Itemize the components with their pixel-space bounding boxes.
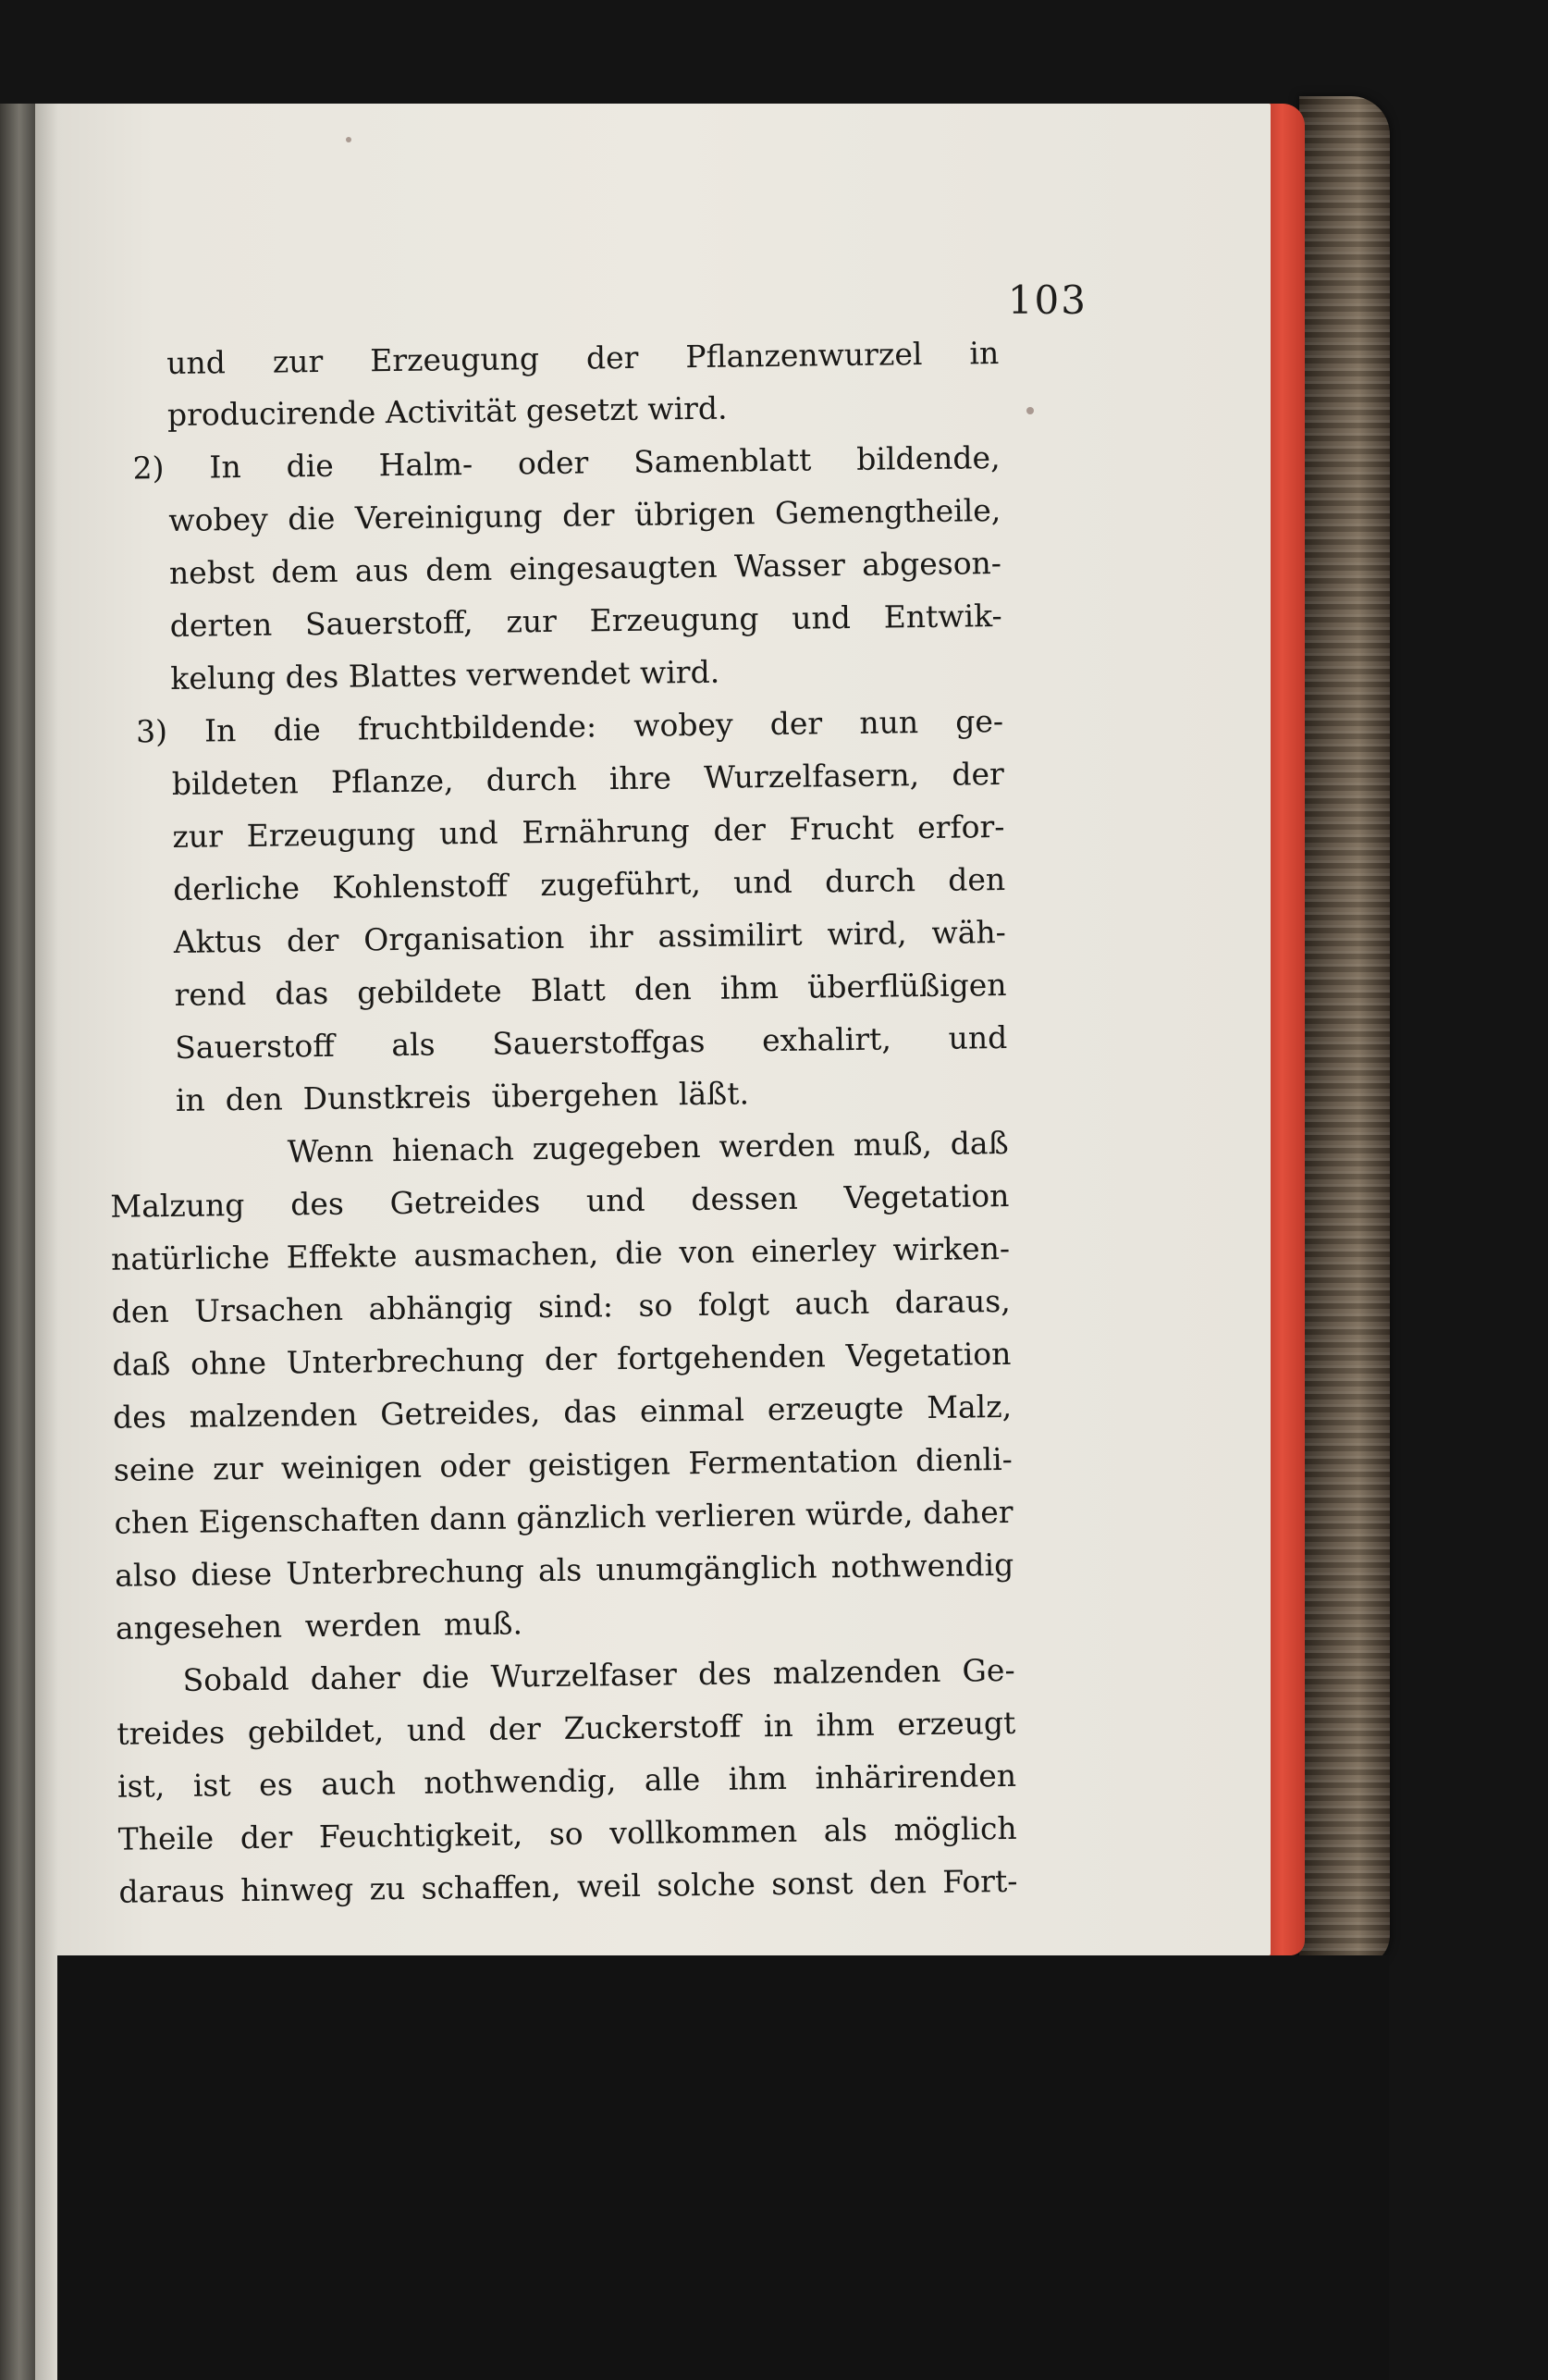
text-line: kelung des Blattes verwendet wird. bbox=[170, 653, 720, 697]
text-line: den Ursachen abhängig sind: so folgt auch daraus, bbox=[111, 1282, 1011, 1330]
text-block bbox=[110, 333, 1111, 1972]
text-line: derten Sauerstoff, zur Erzeugung und Entwik- bbox=[169, 597, 1002, 644]
text-line: Theile der Feuchtigkeit, so vollkommen als möglich bbox=[117, 1809, 1017, 1857]
text-line: daraus hinweg zu schaffen, weil solche sonst den Fort- bbox=[118, 1862, 1018, 1910]
text-line: Sauerstoff als Sauerstoffgas exhalirt, und bbox=[175, 1018, 1008, 1066]
paper-spot bbox=[346, 137, 351, 142]
text-line: nebst dem aus dem eingesaugten Wasser abgeson- bbox=[168, 544, 1002, 591]
book-cover-edge bbox=[1299, 96, 1390, 1967]
text-line: Sobald daher die Wurzelfaser des malzenden Ge- bbox=[182, 1651, 1015, 1698]
text-line: natürliche Effekte ausmachen, die von einerley wirken- bbox=[110, 1229, 1011, 1277]
page-number: 103 bbox=[1007, 277, 1087, 323]
text-line: ist, ist es auch nothwendig, alle ihm inhärirenden bbox=[117, 1757, 1017, 1805]
text-line: Wenn hienach zugegeben werden muß, daß bbox=[287, 1124, 1009, 1170]
text-line: in den Dunstkreis übergehen läßt. bbox=[175, 1075, 750, 1118]
text-line: also diese Unterbrechung als unumgänglich nothwendig bbox=[115, 1546, 1014, 1594]
text-line: des malzenden Getreides, das einmal erzeugte Malz, bbox=[112, 1387, 1013, 1436]
text-line: chen Eigenschaften dann gänzlich verlieren würde, daher bbox=[114, 1493, 1014, 1541]
text-line: daß ohne Unterbrechung der fortgehenden Vegetation bbox=[112, 1335, 1012, 1383]
text-line: Malzung des Getreides und dessen Vegetation bbox=[110, 1177, 1010, 1225]
text-line: treides gebildet, und der Zuckerstoff in ihm erzeugt bbox=[117, 1704, 1016, 1752]
paper-spot bbox=[1026, 407, 1034, 414]
text-line: und zur Erzeugung der Pflanzenwurzel in bbox=[166, 335, 1000, 381]
text-line: wobey die Vereinigung der übrigen Gemengtheile, bbox=[168, 491, 1001, 538]
text-line: bildeten Pflanze, durch ihre Wurzelfasern, der bbox=[171, 755, 1004, 802]
left-page-edge bbox=[0, 104, 35, 2380]
text-line: zur Erzeugung und Ernährung der Frucht erfor- bbox=[172, 808, 1005, 855]
text-line: 2) In die Halm- oder Samenblatt bildende, bbox=[132, 438, 1001, 487]
text-line: seine zur weinigen oder geistigen Fermentation dienli- bbox=[113, 1440, 1014, 1488]
text-line: derliche Kohlenstoff zugeführt, und durch den bbox=[172, 860, 1006, 907]
text-line: Aktus der Organisation ihr assimilirt wird, wäh- bbox=[173, 913, 1007, 960]
text-line: producirende Activität gesetzt wird. bbox=[166, 389, 728, 433]
text-line: angesehen werden muß. bbox=[115, 1605, 523, 1646]
text-line: 3) In die fruchtbildende: wobey der nun ge- bbox=[135, 702, 1004, 750]
text-line: rend das gebildete Blatt den ihm überflüßigen bbox=[174, 966, 1007, 1013]
background-shadow bbox=[57, 1955, 1389, 2380]
